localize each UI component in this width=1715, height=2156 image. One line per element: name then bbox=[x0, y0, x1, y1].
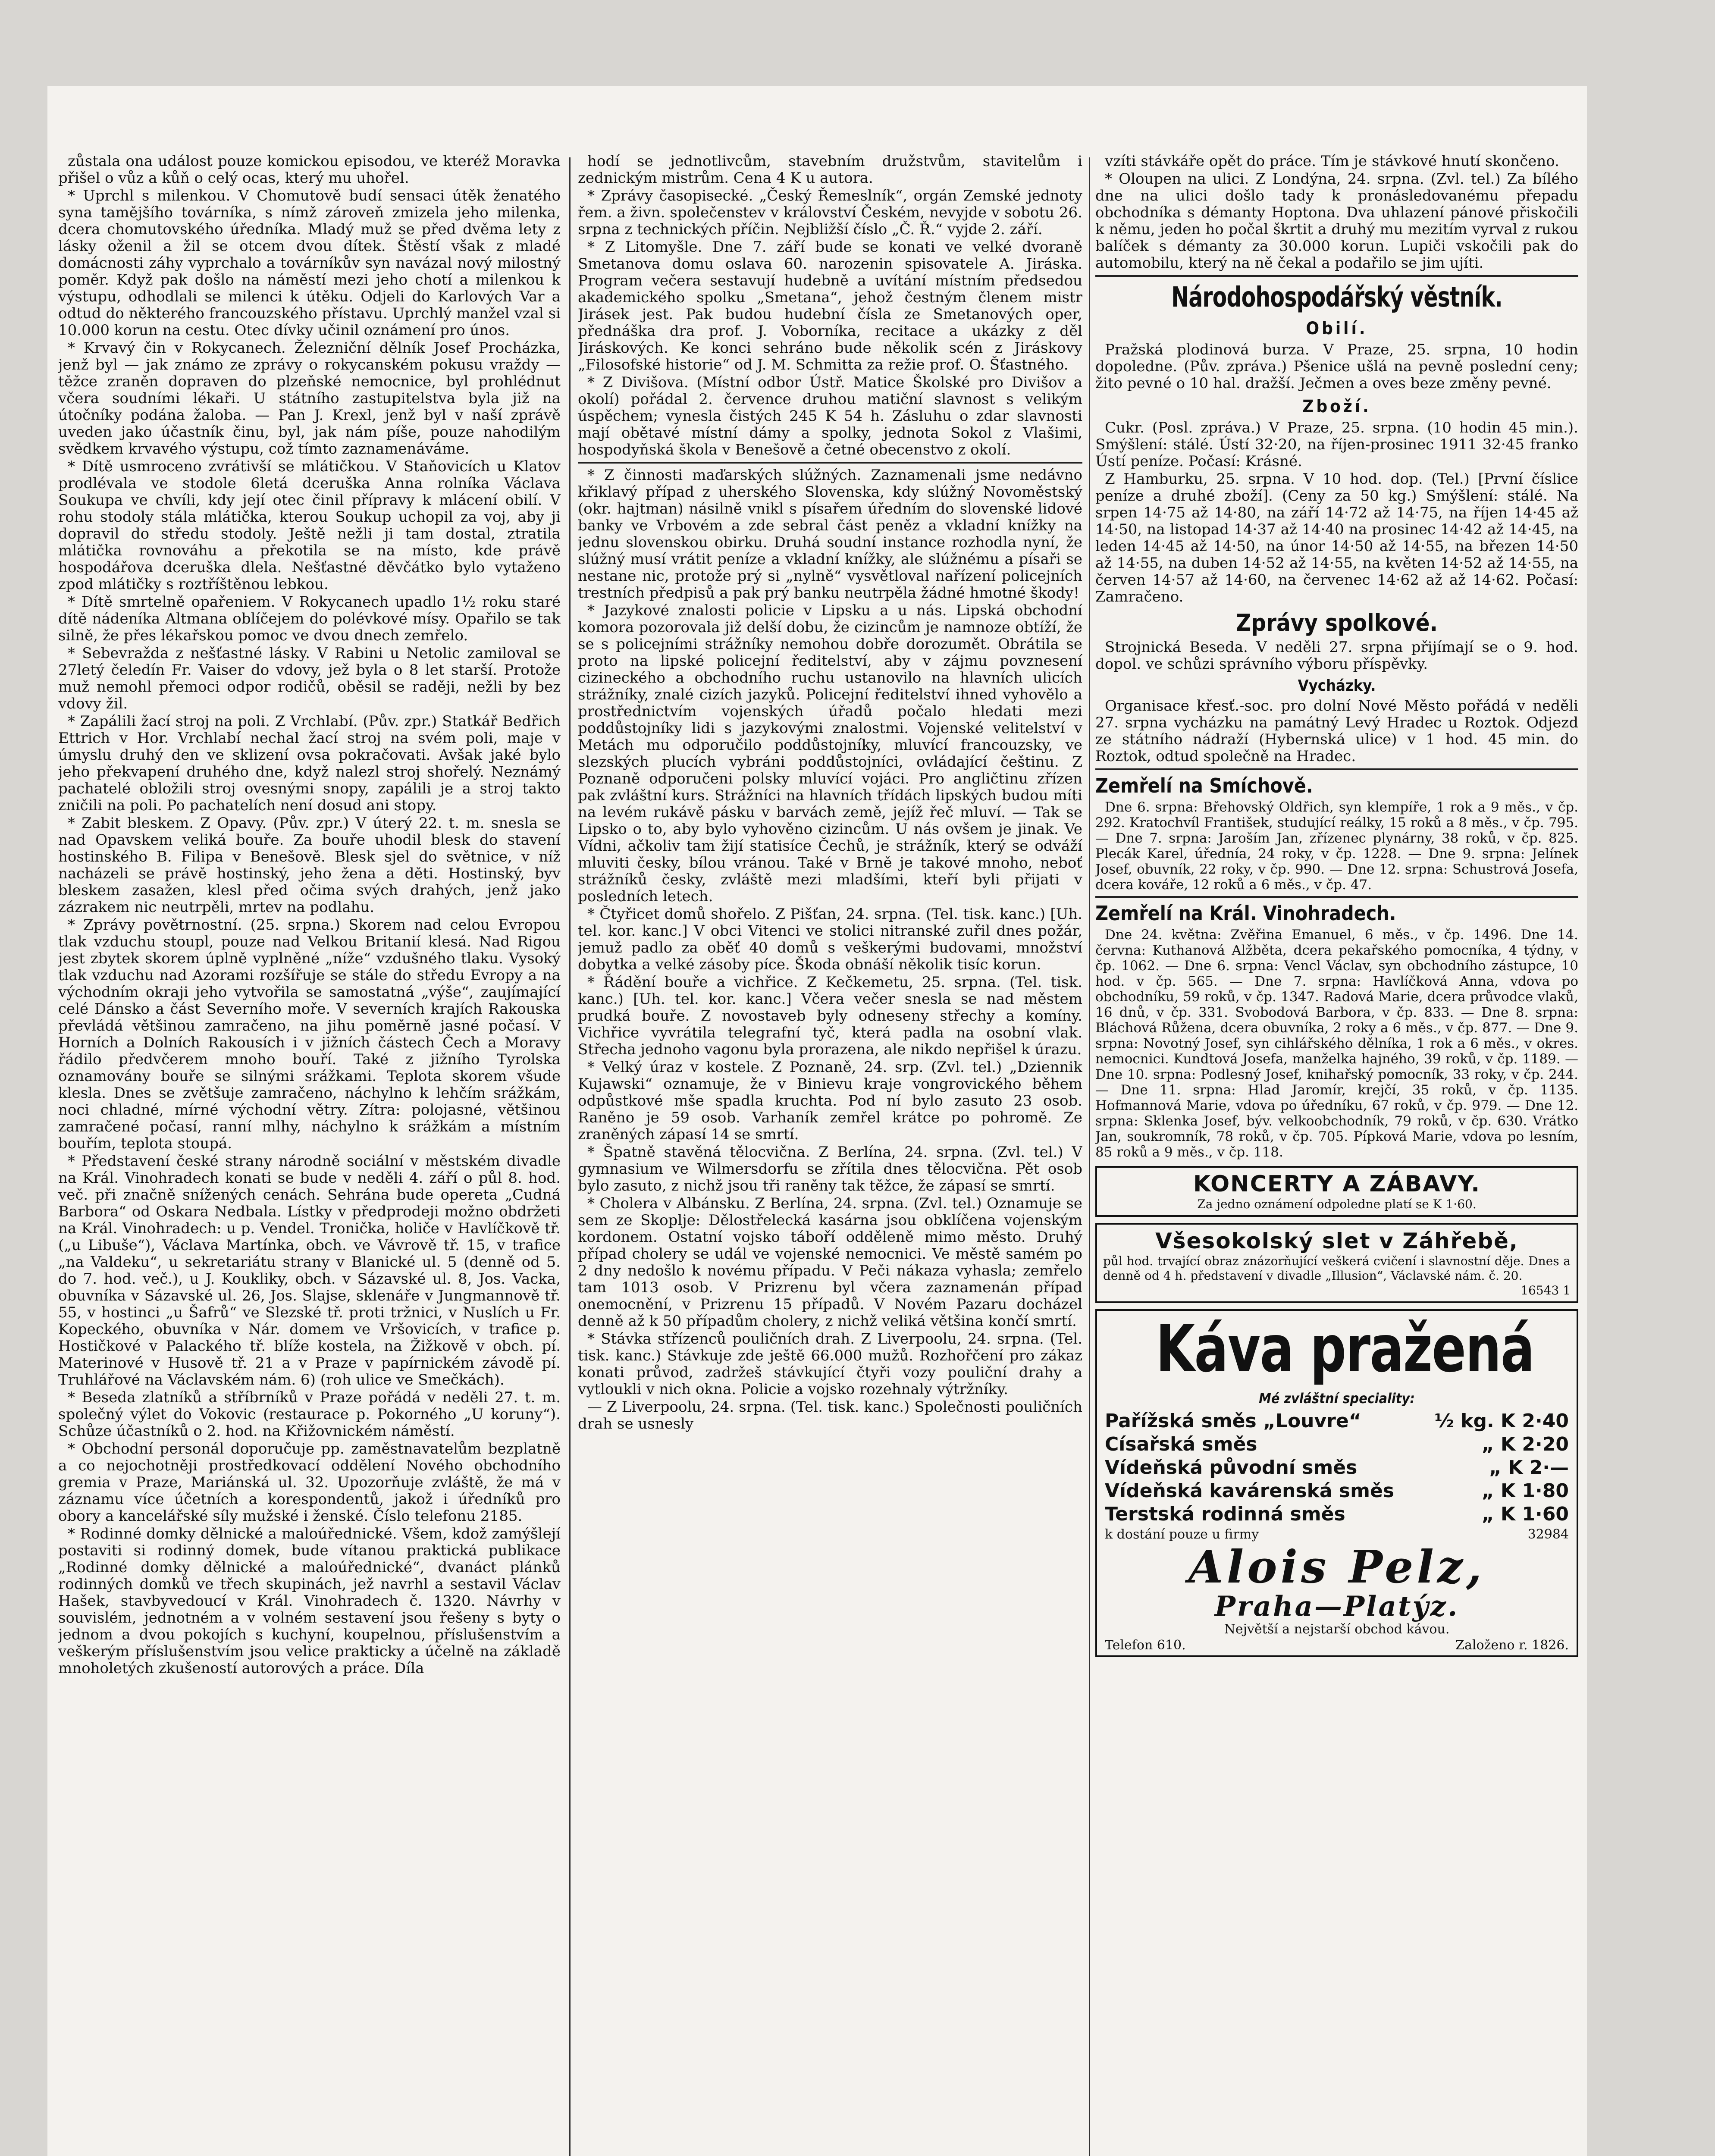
coffee-item-unit: „ bbox=[1489, 1457, 1502, 1479]
article-paragraph: Cukr. (Posl. zpráva.) V Praze, 25. srpna. (10 hodin 45 min.). Smýšlení: stálé. Ústí 32·20, na říjen-prosinec 1911 32·45 franko Ústí peníze. Počasí: Krásné. bbox=[1095, 419, 1578, 470]
column-3 bbox=[1095, 153, 1578, 2156]
column-1 bbox=[58, 153, 561, 2156]
coffee-item-name: Císařská směs bbox=[1105, 1433, 1257, 1455]
article-paragraph: * Sebevražda z nešťastné lásky. V Rabini u Netolic zamiloval se 27letý čeledín Fr. Vaiser do vdovy, jež byla o 8 let starší. Protože muž nemohl přemoci odpor rodičů, oběsil se raději, nežli by bez vdovy žil. bbox=[58, 645, 561, 712]
section-title-economy: Národohospodářský věstník. bbox=[1171, 282, 1502, 313]
article-paragraph: * Z Litomyšle. Dne 7. září bude se konati ve velké dvoraně Smetanova domu oslava 60. narozenin spisovatele A. Jiráska. Program večera sestavují hudebně a uvítání místním předsedou akademického spolku „Smetana“, jehož čestným členem mistr Jirásek jest. Pak budou hudební čísla ze Smetanových oper, přednáška dra prof. J. Voborníka, recitace a ukázky z děl Jiráskových. Ke konci sehráno bude několik scén z Jiráskovy „Filosofské historie“ od J. M. Schmitta za režie prof. O. Šťastného. bbox=[578, 238, 1082, 373]
column-2 bbox=[578, 153, 1082, 2156]
coffee-item-price: K 2·— bbox=[1508, 1457, 1569, 1479]
coffee-footer bbox=[1105, 1637, 1569, 1654]
newspaper-page bbox=[47, 86, 1587, 2156]
concerts-note: Za jedno oznámení odpoledne platí se K 1·60. bbox=[1197, 1197, 1477, 1211]
article-paragraph: * Jazykové znalosti policie v Lipsku a u nás. Lipská obchodní komora pozorovala již delší dobu, že cizincům je namnoze obtíží, že se s policejními strážníky nemohou dobře dorozumět. Obrátila se proto na lipské policejní ředitelství, aby v zájmu povznesení cizineckého a obchodního ruchu ustanovilo na hlavních ulicích strážníky, znalé cizích jazyků. Policejní ředitelství ihned vyhovělo a prostřednictvím vojenských úřadů počalo hledati mezi poddůstojníky lidi s jazykovými znalostmi. Vojenské velitelství v Metách mu odporučilo poddůstojníky, mluvící francouzsky, ve slezských plucích vybráni poddůstojníci, ovládající češtinu. Z Poznaně odporučeni polsky mluvící vojáci. Pro angličtinu zřízen pak zvláštní kurs. Strážníci na hlavních třídách lipských budou míti na levém rukávě pásku v barvách země, jejíž řeč mluví. — Tak se Lipsko o to, aby bylo vyhověno cizincům. U nás ovšem je jinak. Ve Vídni, ačkoliv tam žijí statisíce Čechů, je strážník, který se odváží mluviti česky, bílou vránou. Také v Brně je takové mnoho, neboť strážníků česky, zvláště mezi mladšími, kteří byli přijati v posledních letech. bbox=[578, 602, 1082, 905]
section-title-associations: Zprávy spolkové. bbox=[1235, 609, 1438, 636]
section-rule bbox=[1095, 768, 1578, 770]
slet-code: 16543 1 bbox=[1521, 1283, 1571, 1297]
coffee-firm-name: Alois Pelz, bbox=[1188, 1540, 1486, 1593]
section-title-deaths-smichov: Zemřelí na Smíchově. bbox=[1095, 774, 1313, 797]
coffee-ad bbox=[1095, 1309, 1578, 1657]
coffee-item-price: K 2·20 bbox=[1501, 1433, 1569, 1455]
section-rule bbox=[1095, 275, 1578, 277]
article-paragraph: Strojnická Beseda. V neděli 27. srpna přijímají se o 9. hod. dopol. ve schůzi správního výboru příspěvky. bbox=[1095, 639, 1578, 673]
section-subtitle-grain: Obilí. bbox=[1306, 319, 1368, 338]
coffee-item bbox=[1105, 1456, 1569, 1479]
coffee-note: k dostání pouze u firmy bbox=[1105, 1527, 1259, 1542]
coffee-item-price: K 1·80 bbox=[1501, 1480, 1569, 1502]
slet-title: Všesokolský slet v Záhřebě, bbox=[1155, 1228, 1518, 1253]
article-paragraph: * Oloupen na ulici. Z Londýna, 24. srpna. (Zvl. tel.) Za bílého dne na ulici došlo tady k pronásledovanému přepadu obchodníka s démanty Hoptona. Dva uhlazení pánové přiskočili k němu, jeden ho počal škrtit a druhý mu mezitím vyrval z rukou balíček s démanty za 30.000 korun. Lupiči vskočili pak do automobilu, který na ně čekal a podařilo se jim ujíti. bbox=[1095, 170, 1578, 272]
article-paragraph: * Cholera v Albánsku. Z Berlína, 24. srpna. (Zvl. tel.) Oznamuje se sem ze Skoplje: Dělostřelecká kasárna jsou obklíčena vojenským kordonem. Ostatní vojsko táboří odděleně mimo město. Druhý případ cholery se udál ve vojenské nemocnici. Ve městě samém po 2 dny nedošlo k novému případu. V Peči nákaza vyhasla; zemřelo tam 1013 osob. V Prizrenu byl včera zaznamenán případ onemocnění, v Prizrenu 15 případů. V Novém Pazaru docházel denně až k 50 případům cholery, z nichž veliká většina končí smrtí. bbox=[578, 1195, 1082, 1330]
coffee-phone: Telefon 610. bbox=[1105, 1638, 1186, 1653]
coffee-price-list bbox=[1105, 1410, 1569, 1526]
coffee-item-name: Pařížská směs „Louvre“ bbox=[1105, 1410, 1361, 1432]
coffee-item-unit: „ bbox=[1481, 1433, 1494, 1455]
article-paragraph: Pražská plodinová burza. V Praze, 25. srpna, 10 hodin dopoledne. (Pův. zpráva.) Pšenice ušlá na pevně poslední ceny; žito pevné o 10 hal. dražší. Ječmen a oves beze změny pevné. bbox=[1095, 341, 1578, 392]
article-paragraph: * Beseda zlatníků a stříbrníků v Praze pořádá v neděli 27. t. m. společný výlet do Vokovic (restaurace p. Pokorného „U koruny“). Schůze účastníků o 2. hod. na Křižovnickém náměstí. bbox=[58, 1389, 561, 1440]
coffee-subtitle: Mé zvláštní speciality: bbox=[1259, 1390, 1415, 1407]
coffee-item-name: Vídeňská původní směs bbox=[1105, 1457, 1358, 1479]
slet-text: půl hod. trvající obraz znázorňující veškerá cvičení i slavnostní děje. Dnes a denně od 4 h. představení v divadle „Illusion“, Václavské nám. č. 20. bbox=[1103, 1254, 1571, 1283]
article-paragraph: * Řádění bouře a vichřice. Z Kečkemetu, 25. srpna. (Tel. tisk. kanc.) [Uh. tel. kor. kanc.] Včera večer snesla se nad městem prudká bouře. Z novostaveb byly odneseny střechy a komíny. Vichřice vyvrátila telegrafní tyč, která padla na osobní vlak. Střecha jednoho vagonu byla prorazena, ale nikdo nepřišel k úrazu. bbox=[578, 974, 1082, 1058]
coffee-item bbox=[1105, 1503, 1569, 1526]
article-paragraph: * Dítě smrtelně opařeniem. V Rokycanech upadlo 1½ roku staré dítě nádeníka Altmana oblíčejem do polévkové mísy. Opařilo se tak silně, že přes lékařskou pomoc ve dvou dnech zemřelo. bbox=[58, 593, 561, 644]
coffee-item-unit: „ bbox=[1481, 1480, 1494, 1502]
article-paragraph: * Čtyřicet domů shořelo. Z Pišťan, 24. srpna. (Tel. tisk. kanc.) [Uh. tel. kor. kanc.] V obci Vitenci ve stolici nitranské zuřil dnes požár, jemuž padlo za oběť 40 domů s veškerými budovami, množství dobytka a velké zásoby píce. Škoda obnáší několik tisíc korun. bbox=[578, 906, 1082, 973]
article-paragraph: * Z Divišova. (Místní odbor Ústř. Matice Školské pro Divišov a okolí) pořádal 2. července druhou matiční slavnost s velikým úspěchem; vynesla čistých 245 K 54 h. Zásluhu o zdar slavnosti mají obětavé místní dámy a spolky, jednota Sokol z Vlašimi, hospodyňská škola v Benešově a četné obecenstvo z okolí. bbox=[578, 374, 1082, 458]
concerts-box bbox=[1095, 1166, 1578, 1217]
column-divider bbox=[1089, 157, 1090, 2156]
section-rule bbox=[1095, 896, 1578, 898]
article-paragraph: * Zabit bleskem. Z Opavy. (Pův. zpr.) V úterý 22. t. m. snesla se nad Opavskem veliká bouře. Za bouře uhodil blesk do stavení hostinského B. Filipa v Benešově. Blesk sjel do světnice, v níž nacházeli se právě hostinský, jeho žena a děti. Hostinský, byv bleskem zasažen, klesl před očima svých drahých, jenž jako zázrakem nic neutrpěli, mrtev na podlahu. bbox=[58, 815, 561, 916]
coffee-item-unit: ½ kg. bbox=[1434, 1410, 1494, 1432]
article-paragraph: * Krvavý čin v Rokycanech. Železniční dělník Josef Procházka, jenž byl — jak známo ze zprávy o rokycanském pokusu vraždy — těžce zraněn dopraven do plzeňské nemocnice, byl prohlédnut včera soudními lékaři. U státního zastupitelstva byla již na útočníky podána žaloba. — Pan J. Krexl, jenž byl v naší zprávě uveden jako účastník činu, byl, jak nám píše, pouze nahodilým svědkem krvavého výstupu, což tímto zaznamenáváme. bbox=[58, 339, 561, 458]
article-paragraph: * Rodinné domky dělnické a maloúřednické. Všem, kdož zamýšlejí postaviti si rodinný domek, bude vítanou praktická publikace „Rodinné domky dělnické a maloúřednické“, dvanáct plánků rodinných domků ve třech skupinách, jež navrhl a sestavil Václav Hašek, stavbyvedoucí v Král. Vinohradech č. 1320. Návrhy v souvislém, jednotném a v volném sestavení jsou řešeny s byty o jednom a dvou pokojích s kuchyní, koupelnou, příslušenstvím a veškerým příslušenstvím jsou velice prakticky a účelně na základě mnoholetých zkušeností autorových a práce. Díla bbox=[58, 1525, 561, 1677]
article-paragraph: * Dítě usmroceno zvrátivší se mlátičkou. V Staňovicích u Klatov prodlévala ve stodole 6letá dceruška Anna rolníka Václava Soukupa ve chvíli, kdy její otec činil přípravy k mlácení obilí. V rohu stodoly stála mlátička, kterou Soukup uchopil za voj, aby ji dopravil do středu stodoly. Ještě nežli ji tam dostal, ztratila mlátička rovnováhu a překotila se na místo, kde právě hospodářova dceruška dlela. Nešťastné děvčátko bylo vytaženo zpod mlátičky s roztříštěnou lebkou. bbox=[58, 458, 561, 593]
coffee-item bbox=[1105, 1433, 1569, 1456]
article-paragraph: * Obchodní personál doporučuje pp. zaměstnavatelům bezplatně a co nejochotněji prostředkovací oddělení Nového obchodního gremia v Praze, Mariánská ul. 32. Upozorňuje zvláště, že má v záznamu více účetních a korespondentů, jakož i úředníků pro obory a kancelářské síly mužské i ženské. Číslo telefonu 2185. bbox=[58, 1440, 561, 1525]
article-paragraph: — Z Liverpoolu, 24. srpna. (Tel. tisk. kanc.) Společnosti pouličních drah se usnesly bbox=[578, 1398, 1082, 1432]
section-subtitle-goods: Zboží. bbox=[1302, 397, 1371, 417]
article-paragraph: hodí se jednotlivcům, stavebním družstvům, stavitelům i zednickým mistrům. Cena 4 K u autora. bbox=[578, 153, 1082, 187]
coffee-item-name: Vídeňská kavárenská směs bbox=[1105, 1480, 1394, 1502]
coffee-founded: Založeno r. 1826. bbox=[1455, 1638, 1569, 1653]
section-subtitle-trips: Vycházky. bbox=[1298, 677, 1376, 695]
coffee-item-price: K 1·60 bbox=[1501, 1503, 1569, 1525]
article-paragraph: * Představení české strany národně sociální v městském divadle na Král. Vinohradech konati se bude v neděli 4. září o půl 8. hod. več. při značně snížených cenách. Sehrána bude opereta „Cudná Barbora“ od Oskara Nedbala. Lístky v předprodeji možno obdržeti na Král. Vinohradech: u p. Vendel. Tronička, holiče v Havlíčkově tř. („u Libuše“), Václava Martínka, obch. ve Vávrově tř. 15, v trafice „na Valdeku“, u sekretariátu strany v Blanické ul. 5 (denně od 5. do 7. hod. več.), u J. Koukliky, obch. v Sázavské ul. 8, Jos. Vacka, obuvníka v Sázavské ul. 26, Jos. Slajse, sklenáře v Jungmannově tř. 55, v hostinci „u Šafrů“ ve Slezské tř. proti tržnici, v Nuslích u Fr. Kopeckého, obuvníka v Nár. domem ve Vršovicích, v trafice p. Hostičkové v Palackého tř. blíže kostela, na Žižkově v obch. pí. Materinové v Husově tř. 21 a v Praze v papírnickém závodě pí. Truhlářové na Václavském nám. 6) (roh ulice ve Smečkách). bbox=[58, 1153, 561, 1388]
coffee-item-name: Terstská rodinná směs bbox=[1105, 1503, 1345, 1525]
coffee-item bbox=[1105, 1479, 1569, 1503]
article-paragraph: * Špatně stavěná tělocvična. Z Berlína, 24. srpna. (Zvl. tel.) V gymnasium ve Wilmersdorfu se zřítila dnes tělocvična. Pět osob bylo zasuto, z nichž jsou tři raněny tak těžce, že zápasí se smrtí. bbox=[578, 1144, 1082, 1194]
coffee-code: 32984 bbox=[1527, 1527, 1569, 1542]
article-paragraph: zůstala ona událost pouze komickou episodou, ve kteréž Moravka přišel o vůz a kůň o celý ocas, který mu uhořel. bbox=[58, 153, 561, 187]
slet-ad bbox=[1095, 1223, 1578, 1303]
article-paragraph: * Zprávy povětrnostní. (25. srpna.) Skorem nad celou Evropou tlak vzduchu stoupl, pouze nad Velkou Britanií klesá. Nad Rigou jest zbytek skorem úplně vyplněné „níže“ vzdušného tlaku. Vysoký tlak vzduchu nad Azorami rozšířuje se stále do středu Evropy a na východním okraji jeho vytvořila se samostatná „výše“, zaujímající celé Dánsko a část Severního moře. V severních krajích Rakouska převládá většinou zamračeno, na jihu poměrně jasné počasí. V Horních a Dolních Rakousích i v jižních částech Čech a Moravy řádilo předvčerem mnoho bouří. Také z jižního Tyrolska oznamovány bouře se silnými srážkami. Teplota skorem všude klesla. Dnes se zvětšuje zamračeno, náchylno k lehčím srážkám, noci chladné, mírné východní větry. Zítra: polojasné, většinou zamračené počasí, ranní mlhy, náchylno k srážkám a místním bouřím, teplota stoupá. bbox=[58, 916, 561, 1152]
article-paragraph: * Uprchl s milenkou. V Chomutově budí sensaci útěk ženatého syna tamějšího továrníka, s nímž zároveň zmizela jeho milenka, dcera chomutovského úředníka. Mladý muž se před dvěma lety z lásky oženil a žil se otcem dvou dítek. Štěstí však z mladé domácnosti záhy vyprchalo a továrníkův syn navázal nový milostný poměr. Když pak došlo na náměstí mezi jeho chotí a milenkou k výstupu, odhodlali se milenci k útěku. Odjeli do Karlových Var a odtud do některého francouzského přístavu. Uprchlý manžel vzal si 10.000 korun na cestu. Otec dívky učinil oznámení pro únos. bbox=[58, 187, 561, 339]
article-paragraph: * Zprávy časopisecké. „Český Řemeslník“, orgán Zemské jednoty řem. a živn. společenstev v království Českém, nevyjde v sobotu 26. srpna z technických příčin. Nejbližší číslo „Č. Ř.“ vyjde 2. září. bbox=[578, 187, 1082, 238]
coffee-title: Káva pražená bbox=[1156, 1312, 1534, 1387]
section-title-deaths-vinohrady: Zemřelí na Král. Vinohradech. bbox=[1095, 902, 1396, 925]
article-paragraph: Dne 24. května: Zvěřina Emanuel, 6 měs., v čp. 1496. Dne 14. června: Kuthanová Alžběta, dcera pekařského pomocníka, 4 týdny, v čp. 1062. — Dne 6. srpna: Vencl Václav, syn obchodního zástupce, 10 hod. v čp. 565. — Dne 7. srpna: Havlíčková Anna, vdova po obchodníku, 59 roků, v čp. 1347. Radová Marie, dcera průvodce vlaků, 16 dnů, v čp. 331. Svobodová Barbora, v čp. 833. — Dne 8. srpna: Bláchová Růžena, dcera obuvníka, 2 roky a 6 měs., v čp. 877. — Dne 9. srpna: Novotný Josef, syn cihlářského dělníka, 1 rok a 6 měs., v okres. nemocnici. Kundtová Josefa, manželka hajného, 39 roků, v čp. 1189. — Dne 10. srpna: Podlesný Josef, knihařský pomocník, 33 roky, v čp. 244. — Dne 11. srpna: Hlad Jaromír, krejčí, 35 roků, v čp. 1135. Hofmannová Marie, vdova po úředníku, 67 roků, v čp. 979. — Dne 12. srpna: Sklenka Josef, býv. velkoobchodník, 79 roků, v čp. 630. Vrátko Jan, soukromník, 78 roků, v čp. 705. Pípková Marie, vdova po lesním, 85 roků a 9 měs., v čp. 118. bbox=[1095, 927, 1578, 1160]
article-paragraph: vzíti stávkáře opět do práce. Tím je stávkové hnutí skončeno. bbox=[1105, 153, 1559, 170]
article-paragraph: Organisace křesť.-soc. pro dolní Nové Město pořádá v neděli 27. srpna vycházku na památný Levý Hradec u Roztok. Odjezd ze státního nádraží (Hybernská ulice) v 1 hod. 45 min. do Roztok, odtud společně na Hradec. bbox=[1095, 697, 1578, 765]
section-rule bbox=[578, 462, 1082, 464]
column-divider bbox=[569, 157, 571, 2156]
coffee-item-price: K 2·40 bbox=[1501, 1410, 1569, 1432]
article-paragraph: * Stávka střízenců pouličních drah. Z Liverpoolu, 24. srpna. (Tel. tisk. kanc.) Stávkuje zde ještě 66.000 mužů. Rozhořčení pro zákaz konati průvod, zadržeš stávkující čtyři vozy pouliční drahy a vytloukli v nich okna. Policie a vojsko rozehnaly výtržníky. bbox=[578, 1330, 1082, 1398]
coffee-firm-city: Praha—Platýz. bbox=[1214, 1590, 1459, 1623]
coffee-item-unit: „ bbox=[1481, 1503, 1494, 1525]
coffee-tagline: Největší a nejstarší obchod kávou. bbox=[1224, 1622, 1450, 1637]
article-paragraph: Dne 6. srpna: Břehovský Oldřich, syn klempíře, 1 rok a 9 měs., v čp. 292. Kratochvíl František, studující reálky, 15 roků a 8 měs., v čp. 795. — Dne 7. srpna: Jaroším Jan, zřízenec plynárny, 38 roků, v čp. 825. Plecák Karel, úřednía, 24 roky, v čp. 1228. — Dne 9. srpna: Jelínek Josef, obuvník, 22 roky, v čp. 990. — Dne 12. srpna: Schustrová Josefa, dcera kováře, 12 roků a 6 měs., v čp. 47. bbox=[1095, 799, 1578, 893]
article-paragraph: * Zapálili žací stroj na poli. Z Vrchlabí. (Pův. zpr.) Statkář Bedřich Ettrich v Hor. Vrchlabí nechal žací stroj na svém poli, maje v úmyslu druhý den ve sklizení ovsa pokračovati. Avšak jaké bylo jeho překvapení druhého dne, když nalezl stroj shořelý. Neznámý pachatelé obložili stroj ovesnými snopy, zapálili je a stroj takto zničili na poli. Po pachatelích není dosud ani stopy. bbox=[58, 713, 561, 814]
coffee-item bbox=[1105, 1410, 1569, 1433]
article-paragraph: * Z činnosti maďarských slúžných. Zaznamenali jsme nedávno křiklavý případ z uherského Slovenska, kdy slúžný Novoměstský (okr. hajtman) násilně vnikl s písařem úředním do slovenské lidové banky ve Vrbovém a zde sebral část peněz a vkladní knížky na jednu slovenskou obirku. Druhá soudní instance rozhodla nyní, že slúžný musí vrátit peníze a vkladní knížky, ale slúžnému a písaři se nestane nic, protože prý si „nylně“ vysvětloval nařízení policejních trestních předpisů a pak prý banku neutrpěla žádné hmotné škody! bbox=[578, 467, 1082, 602]
article-paragraph: Z Hamburku, 25. srpna. V 10 hod. dop. (Tel.) [První číslice peníze a druhé zboží]. (Ceny za 50 kg.) Smýšlení: stálé. Na srpen 14·75 až 14·80, na září 14·72 až 14·75, na říjen 14·45 až 14·50, na listopad 14·37 až 14·40 na prosinec 14·42 až 14·45, na leden 14·45 až 14·50, na únor 14·50 až 14·55, na březen 14·50 až 14·55, na duben 14·52 až 14·55, na květen 14·52 až 14·55, na červen 14·57 až 14·60, na červenec 14·62 až až 14·62. Počasí: Zamračeno. bbox=[1095, 470, 1578, 605]
article-paragraph: * Velký úraz v kostele. Z Poznaně, 24. srp. (Zvl. tel.) „Dziennik Kujawski“ oznamuje, že v Binievu kraje vongrovického během odpůstkové mše spadla kruchta. Pod ní bylo zasuto 23 osob. Raněno je 59 osob. Varhaník zemřel krátce po pohromě. Ze zraněných zápasí 14 se smrtí. bbox=[578, 1059, 1082, 1143]
concerts-title: KONCERTY A ZÁBAVY. bbox=[1193, 1171, 1480, 1197]
